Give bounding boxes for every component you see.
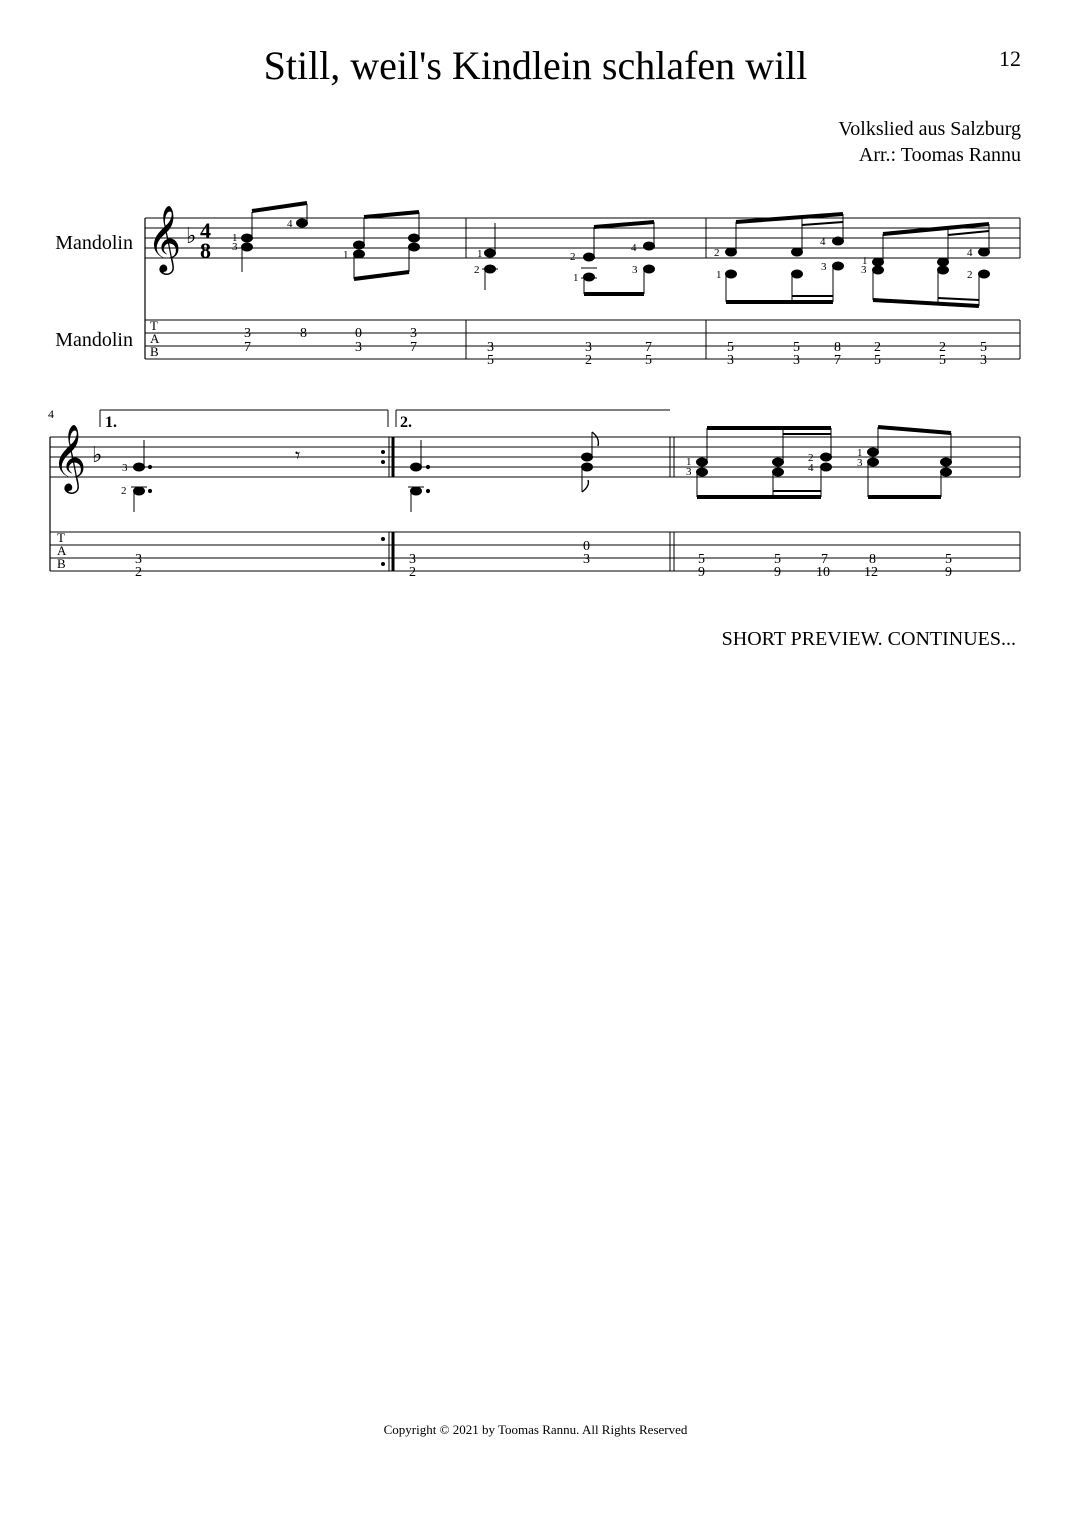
svg-text:1: 1 xyxy=(343,249,349,261)
svg-text:2: 2 xyxy=(939,340,946,355)
notation-staff-2 xyxy=(50,437,1020,477)
svg-text:2: 2 xyxy=(714,247,720,259)
svg-text:3: 3 xyxy=(686,466,692,478)
copyright: Copyright © 2021 by Toomas Rannu. All Rights Reserved xyxy=(383,1422,688,1437)
tab-clef-2 xyxy=(57,530,67,571)
svg-text:1: 1 xyxy=(573,272,579,284)
svg-text:2: 2 xyxy=(874,340,881,355)
preview-note: SHORT PREVIEW. CONTINUES... xyxy=(721,628,1016,650)
svg-text:1: 1 xyxy=(477,248,483,260)
key-signature-flat: ♭ xyxy=(186,223,197,248)
svg-text:3: 3 xyxy=(727,353,734,368)
svg-text:7: 7 xyxy=(645,340,652,355)
instrument-label-notation: Mandolin xyxy=(55,232,133,254)
tab-staff xyxy=(145,320,1020,359)
svg-text:5: 5 xyxy=(939,353,946,368)
svg-text:1: 1 xyxy=(686,456,692,468)
svg-text:3: 3 xyxy=(857,457,863,469)
svg-text:3: 3 xyxy=(632,264,638,276)
volta-1-label: 1. xyxy=(105,414,117,431)
volta-2-label: 2. xyxy=(400,414,412,431)
svg-text:4: 4 xyxy=(967,247,973,259)
svg-text:3: 3 xyxy=(585,340,592,355)
measure-4-notes xyxy=(131,440,300,512)
tab-clef-a-2: A xyxy=(57,543,67,558)
svg-text:0: 0 xyxy=(355,326,362,341)
svg-text:𝄞: 𝄞 xyxy=(52,425,87,490)
page-title: Still, weil's Kindlein schlafen will xyxy=(263,43,808,88)
measure-number: 4 xyxy=(48,407,54,421)
svg-text:5: 5 xyxy=(727,340,734,355)
svg-text:3: 3 xyxy=(409,552,416,567)
tab-clef-b-2: B xyxy=(57,556,66,571)
svg-text:8: 8 xyxy=(834,340,841,355)
page-number: 12 xyxy=(999,46,1021,71)
svg-text:3: 3 xyxy=(583,552,590,567)
svg-text:8: 8 xyxy=(869,552,876,567)
tab-clef-t: T xyxy=(150,318,158,333)
svg-text:3: 3 xyxy=(122,462,128,474)
tab-clef xyxy=(150,318,160,359)
svg-text:2: 2 xyxy=(121,485,127,497)
svg-text:4: 4 xyxy=(287,218,293,230)
svg-text:3: 3 xyxy=(232,241,238,253)
treble-clef-2 xyxy=(52,425,86,494)
svg-text:5: 5 xyxy=(793,340,800,355)
svg-text:5: 5 xyxy=(487,353,494,368)
arranger: Arr.: Toomas Rannu xyxy=(858,144,1021,166)
svg-text:4: 4 xyxy=(820,236,826,248)
svg-text:3: 3 xyxy=(135,552,142,567)
svg-text:2: 2 xyxy=(570,251,576,263)
svg-text:5: 5 xyxy=(945,552,952,567)
tab-clef-t-2: T xyxy=(57,530,65,545)
svg-text:1: 1 xyxy=(716,269,722,281)
svg-text:5: 5 xyxy=(698,552,705,567)
svg-text:7: 7 xyxy=(821,552,828,567)
svg-text:5: 5 xyxy=(980,340,987,355)
composer: Volkslied aus Salzburg xyxy=(838,118,1021,140)
svg-text:3: 3 xyxy=(861,264,867,276)
key-signature-flat-2: ♭ xyxy=(92,442,103,467)
measure-5-notes xyxy=(408,432,598,512)
tab-system-1 xyxy=(244,326,987,368)
svg-text:2: 2 xyxy=(135,565,142,580)
time-signature-bottom: 8 xyxy=(200,238,211,263)
tab-clef-b: B xyxy=(150,344,159,359)
svg-text:9: 9 xyxy=(774,565,781,580)
svg-text:8: 8 xyxy=(300,326,307,341)
svg-text:2: 2 xyxy=(967,269,973,281)
svg-text:3: 3 xyxy=(793,353,800,368)
svg-text:3: 3 xyxy=(487,340,494,355)
instrument-label-tab: Mandolin xyxy=(55,329,133,351)
notation-staff xyxy=(145,218,1020,258)
svg-text:10: 10 xyxy=(816,565,830,580)
system-1 xyxy=(145,218,1020,359)
svg-text:2: 2 xyxy=(409,565,416,580)
svg-text:1: 1 xyxy=(232,232,238,244)
measure-1-notes xyxy=(242,203,420,279)
svg-text:3: 3 xyxy=(980,353,987,368)
svg-text:7: 7 xyxy=(410,340,417,355)
svg-text:4: 4 xyxy=(808,462,814,474)
system-2 xyxy=(50,410,1020,571)
svg-text:7: 7 xyxy=(834,353,841,368)
svg-text:𝄾: 𝄾 xyxy=(295,445,301,467)
svg-text:4: 4 xyxy=(631,242,637,254)
svg-text:1: 1 xyxy=(862,255,868,267)
svg-text:3: 3 xyxy=(244,326,251,341)
svg-text:𝄞: 𝄞 xyxy=(147,206,182,271)
svg-text:1: 1 xyxy=(857,447,863,459)
svg-text:7: 7 xyxy=(244,340,251,355)
time-signature-top: 4 xyxy=(200,218,211,243)
svg-text:2: 2 xyxy=(585,353,592,368)
svg-text:3: 3 xyxy=(821,261,827,273)
svg-text:9: 9 xyxy=(698,565,705,580)
treble-clef xyxy=(147,206,181,275)
svg-text:9: 9 xyxy=(945,565,952,580)
svg-text:3: 3 xyxy=(355,340,362,355)
svg-text:0: 0 xyxy=(583,539,590,554)
svg-text:12: 12 xyxy=(864,565,878,580)
svg-text:5: 5 xyxy=(874,353,881,368)
svg-text:2: 2 xyxy=(808,452,814,464)
svg-text:2: 2 xyxy=(474,264,480,276)
svg-text:3: 3 xyxy=(410,326,417,341)
tab-clef-a: A xyxy=(150,331,160,346)
svg-text:5: 5 xyxy=(774,552,781,567)
measure-4-fingerings xyxy=(121,462,128,497)
svg-text:5: 5 xyxy=(645,353,652,368)
